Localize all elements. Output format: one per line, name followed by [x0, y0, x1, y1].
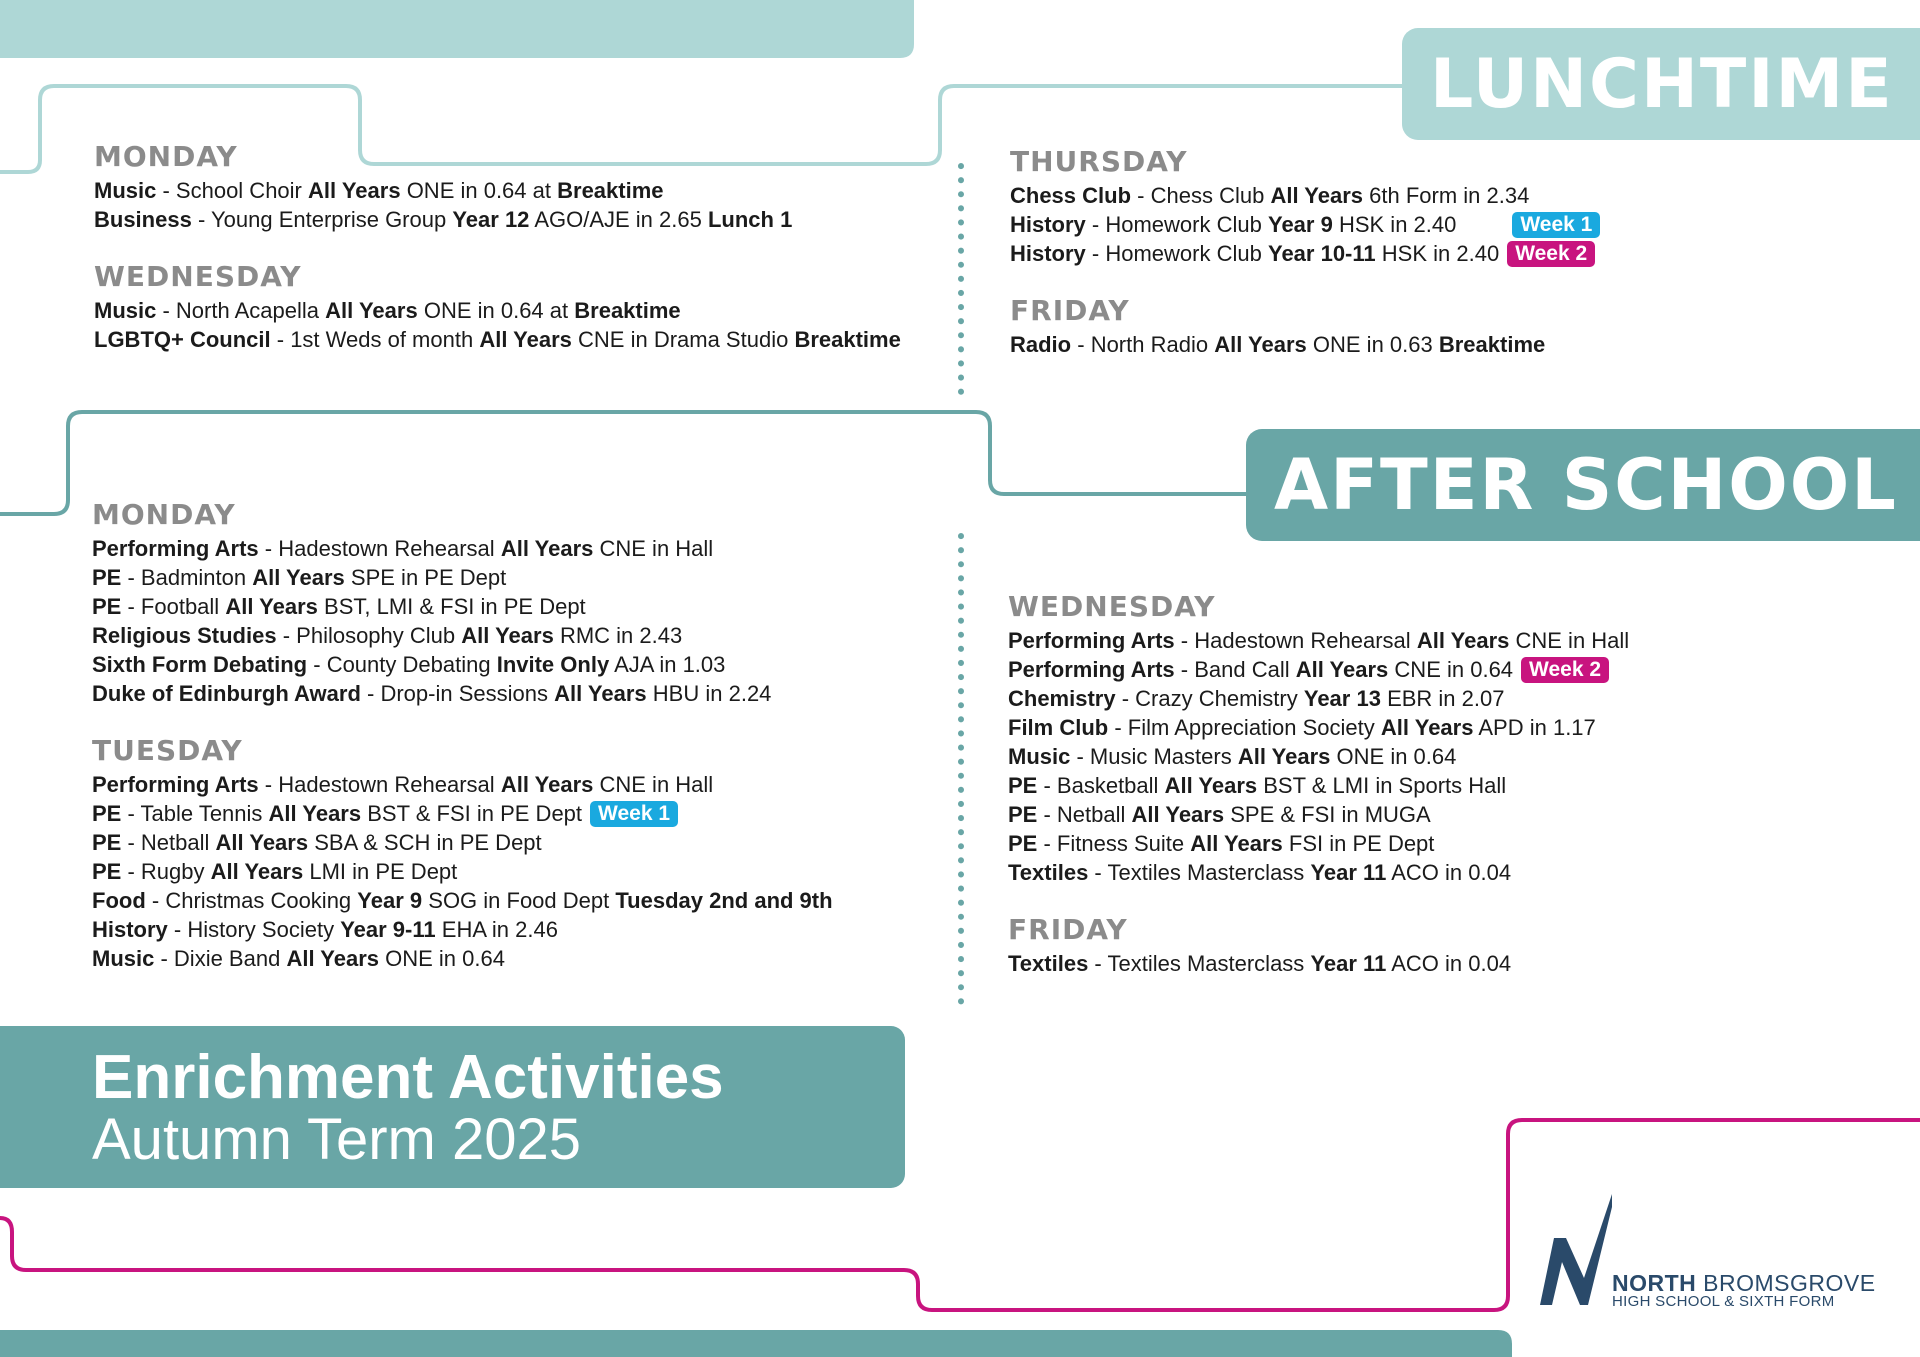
activity-line: Textiles - Textiles Masterclass Year 11 ACO in 0.04 [1008, 860, 1512, 885]
activity-line: Performing Arts - Hadestown Rehearsal All Years CNE in Hall [92, 772, 714, 797]
activity-line: Music - Music Masters All Years ONE in 0.64 [1008, 744, 1457, 769]
activity-line: Chess Club - Chess Club All Years 6th Form in 2.34 [1010, 183, 1530, 208]
activity-line: Radio - North Radio All Years ONE in 0.63 Breaktime [1010, 332, 1546, 357]
title-box [0, 1026, 905, 1188]
day-heading: MONDAY [94, 140, 238, 173]
activity-line: History - Homework Club Year 9 HSK in 2.40 Week 1 [1010, 210, 1600, 239]
activity-line: PE - Badminton All Years SPE in PE Dept [92, 565, 507, 590]
activity-line: PE - Basketball All Years BST & LMI in Sports Hall [1008, 773, 1507, 798]
activity-line: Music - School Choir All Years ONE in 0.64 at Breaktime [94, 178, 664, 203]
day-heading: WEDNESDAY [1008, 590, 1216, 623]
activity-line: Religious Studies - Philosophy Club All Years RMC in 2.43 [92, 623, 683, 648]
activity-line: PE - Netball All Years SBA & SCH in PE Dept [92, 830, 542, 855]
day-heading: FRIDAY [1008, 913, 1128, 946]
week-2-badge: Week 2 [1507, 241, 1595, 267]
day-heading: MONDAY [92, 498, 236, 531]
after-school-banner: AFTER SCHOOL [1246, 429, 1920, 541]
activity-line: History - History Society Year 9-11 EHA in 2.46 [92, 917, 558, 942]
bottom-bar [0, 1330, 1512, 1357]
school-logo [1532, 1150, 1876, 1310]
week-1-badge: Week 1 [590, 801, 678, 827]
activity-line: Performing Arts - Hadestown Rehearsal All Years CNE in Hall [92, 536, 714, 561]
activity-line: Duke of Edinburgh Award - Drop-in Sessions All Years HBU in 2.24 [92, 681, 772, 706]
activity-line: PE - Netball All Years SPE & FSI in MUGA [1008, 802, 1431, 827]
activity-line: Film Club - Film Appreciation Society All Years APD in 1.17 [1008, 715, 1596, 740]
activity-line: Performing Arts - Hadestown Rehearsal All Years CNE in Hall [1008, 628, 1630, 653]
top-bar [0, 0, 914, 58]
activity-line: Music - North Acapella All Years ONE in 0.64 at Breaktime [94, 298, 681, 323]
activity-line: LGBTQ+ Council - 1st Weds of month All Years CNE in Drama Studio Breaktime [94, 327, 901, 352]
activity-line: Business - Young Enterprise Group Year 12 AGO/AJE in 2.65 Lunch 1 [94, 207, 793, 232]
activity-line: Sixth Form Debating - County Debating Invite Only AJA in 1.03 [92, 652, 726, 677]
week-1-badge: Week 1 [1512, 212, 1600, 238]
activity-line: PE - Football All Years BST, LMI & FSI in PE Dept [92, 594, 586, 619]
lunchtime-right-column [1010, 145, 1600, 359]
logo-subline: HIGH SCHOOL & SIXTH FORM [1612, 1293, 1835, 1310]
page-title: Enrichment Activities [92, 1043, 724, 1112]
activity-line: Performing Arts - Band Call All Years CNE in 0.64 Week 2 [1008, 655, 1629, 684]
after-school-left-column [92, 498, 833, 973]
after-school-right-column [1008, 590, 1629, 978]
activity-line: Textiles - Textiles Masterclass Year 11 ACO in 0.04 [1008, 951, 1512, 976]
day-heading: THURSDAY [1010, 145, 1188, 178]
day-heading: TUESDAY [92, 734, 243, 767]
day-heading: WEDNESDAY [94, 260, 302, 293]
page-subtitle: Autumn Term 2025 [92, 1107, 581, 1172]
activity-line: History - Homework Club Year 10-11 HSK in 2.40 Week 2 [1010, 239, 1600, 268]
activity-line: PE - Fitness Suite All Years FSI in PE Dept [1008, 831, 1435, 856]
lunchtime-banner: LUNCHTIME [1402, 28, 1920, 140]
activity-line: PE - Rugby All Years LMI in PE Dept [92, 859, 458, 884]
day-heading: FRIDAY [1010, 294, 1130, 327]
logo-n-mark-icon [1532, 1150, 1612, 1310]
logo-wordmark: NORTH BROMSGROVE [1612, 1270, 1876, 1296]
activity-line: PE - Table Tennis All Years BST & FSI in PE Dept Week 1 [92, 799, 833, 828]
activity-line: Music - Dixie Band All Years ONE in 0.64 [92, 946, 505, 971]
week-2-badge: Week 2 [1521, 657, 1609, 683]
lunchtime-left-column [94, 140, 901, 354]
activity-line: Chemistry - Crazy Chemistry Year 13 EBR in 2.07 [1008, 686, 1505, 711]
activity-line: Food - Christmas Cooking Year 9 SOG in Food Dept Tuesday 2nd and 9th [92, 888, 833, 913]
